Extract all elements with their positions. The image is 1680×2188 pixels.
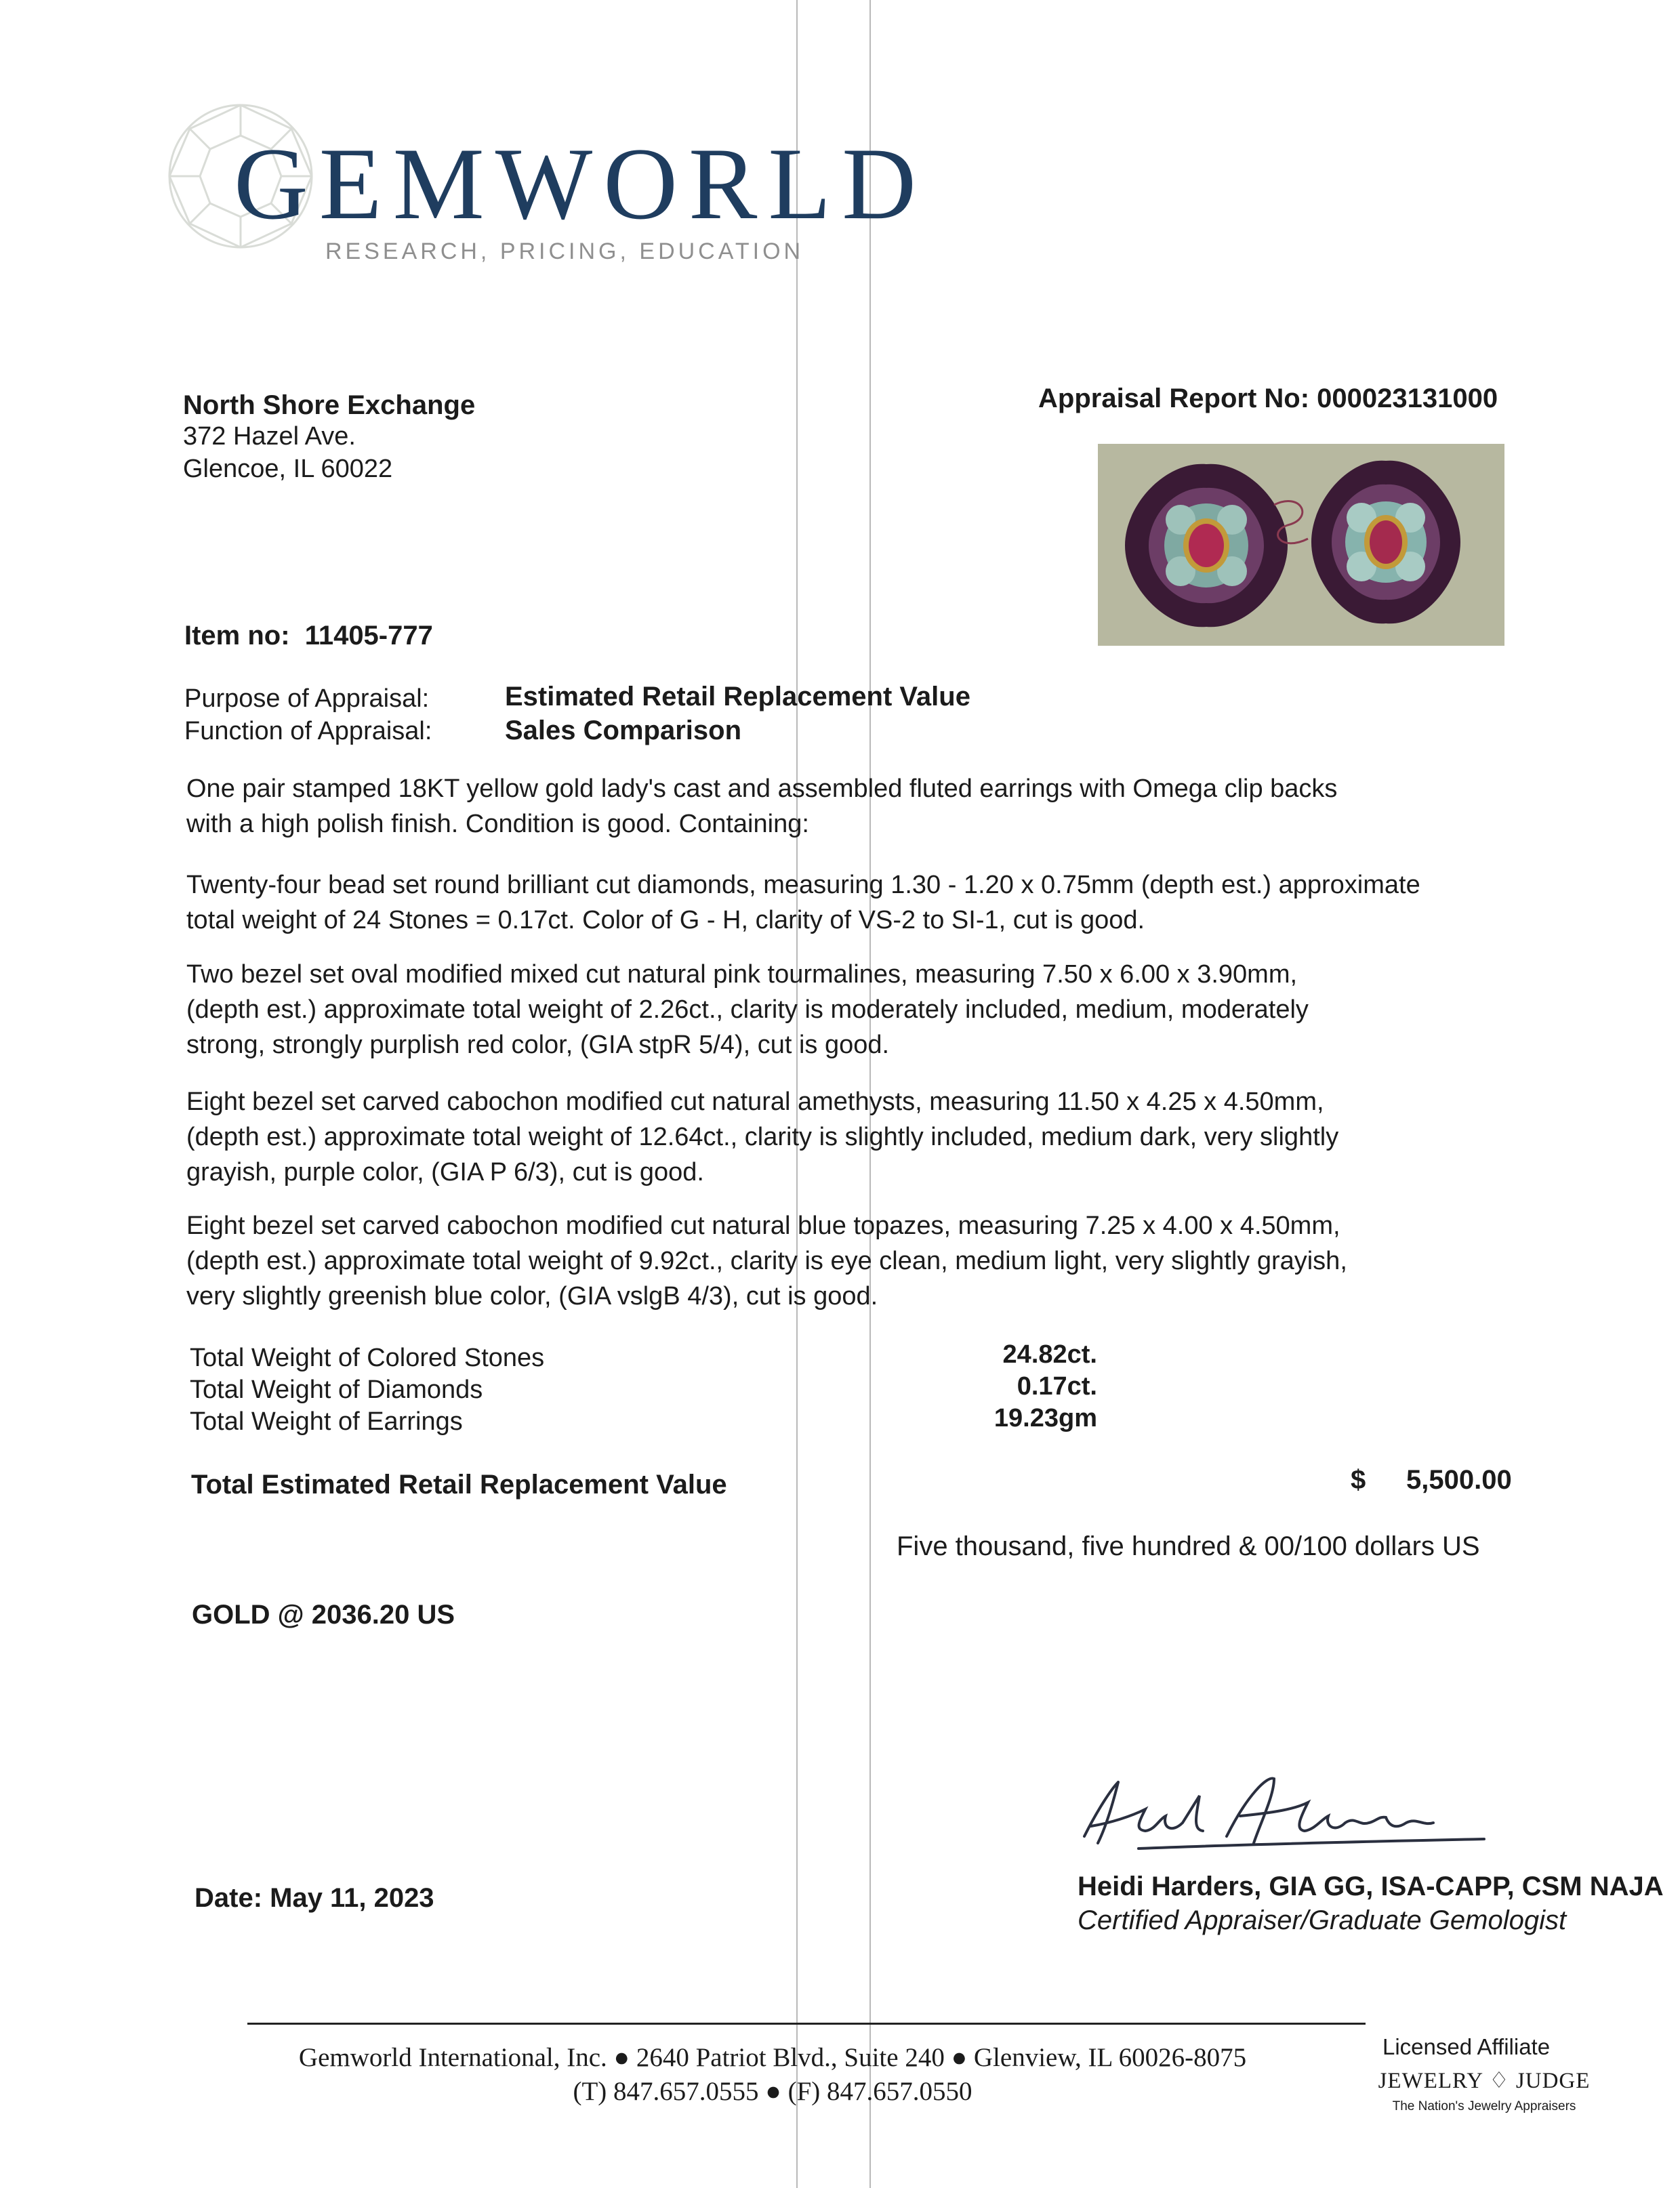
signer-name: Heidi Harders, GIA GG, ISA-CAPP, CSM NAJA <box>1078 1872 1664 1901</box>
item-value: 11405-777 <box>304 621 433 651</box>
description-diamonds: Twenty-four bead set round brilliant cut diamonds, measuring 1.30 - 1.20 x 0.75mm (depth est.) approximate total weight of 24 Stones = 0.17ct. Color of G - H, clarity of VS-2 to SI-1, cut is good. <box>186 871 1420 934</box>
footer-phone: (T) 847.657.0555 ● (F) 847.657.0550 <box>573 2077 972 2106</box>
signer-title: Certified Appraiser/Graduate Gemologist <box>1078 1905 1567 1935</box>
appraisal-date: Date: May 11, 2023 <box>194 1883 434 1913</box>
earrings-photo <box>1098 444 1504 646</box>
footer-divider <box>247 2023 1366 2025</box>
value-currency: $ <box>1351 1465 1366 1495</box>
total-earrings-label: Total Weight of Earrings <box>190 1407 463 1436</box>
report-label: Appraisal Report No: <box>1038 384 1310 413</box>
total-diamonds-label: Total Weight of Diamonds <box>190 1376 483 1404</box>
gold-price: GOLD @ 2036.20 US <box>192 1600 455 1630</box>
client-address-line1: 372 Hazel Ave. <box>183 422 356 451</box>
total-diamonds-value: 0.17ct. <box>1017 1372 1097 1401</box>
affiliate-logo: JEWELRY ♢ JUDGE <box>1378 2069 1591 2093</box>
affiliate-tagline: The Nation's Jewelry Appraisers <box>1392 2099 1576 2113</box>
report-number <box>1038 381 1498 416</box>
description-topazes: Eight bezel set carved cabochon modified cut natural blue topazes, measuring 7.25 x 4.00 x 4.50mm, (depth est.) approximate total weight of 9.92ct., clarity is eye clean, medium light, very slightly grayish, very slightly greenish blue color, (GIA vslgB 4/3), cut is good. <box>186 1212 1347 1310</box>
description-intro: One pair stamped 18KT yellow gold lady's cast and assembled fluted earrings with Omega clip backs with a high polish finish. Condition is good. Containing: <box>186 775 1338 838</box>
footer-address: Gemworld International, Inc. ● 2640 Patriot Blvd., Suite 240 ● Glenview, IL 60026-8075 <box>298 2043 1247 2072</box>
total-earrings-value: 19.23gm <box>993 1404 1097 1432</box>
client-address-line2: Glencoe, IL 60022 <box>183 455 393 483</box>
description-amethysts: Eight bezel set carved cabochon modified cut natural amethysts, measuring 11.50 x 4.25 x 4.50mm, (depth est.) approximate total weight of 12.64ct., clarity is slightly included, medium dark, very slightly grayish, purple color, (GIA P 6/3), cut is good. <box>186 1088 1339 1186</box>
value-in-words: Five thousand, five hundred & 00/100 dollars US <box>897 1531 1480 1561</box>
total-colored-label: Total Weight of Colored Stones <box>190 1344 545 1372</box>
handwritten-signature <box>1071 1769 1518 1857</box>
logo-wordmark: GEMWORLD <box>234 127 928 241</box>
value-label: Total Estimated Retail Replacement Value <box>191 1470 727 1500</box>
client-name: North Shore Exchange <box>183 390 476 420</box>
purpose-value: Estimated Retail Replacement Value <box>505 682 970 711</box>
item-number <box>184 618 433 653</box>
total-colored-value: 24.82ct. <box>1002 1340 1097 1369</box>
value-amount: 5,500.00 <box>1406 1465 1512 1495</box>
logo-tagline: RESEARCH, PRICING, EDUCATION <box>325 239 804 264</box>
purpose-label: Purpose of Appraisal: <box>184 684 430 713</box>
description-tourmalines: Two bezel set oval modified mixed cut natural pink tourmalines, measuring 7.50 x 6.00 x 3.90mm, (depth est.) approximate total weight of 2.26ct., clarity is moderately included, medium, moderately strong, strongly purplish red color, (GIA stpR 5/4), cut is good. <box>186 960 1309 1059</box>
report-value: 000023131000 <box>1317 384 1498 413</box>
affiliate-label: Licensed Affiliate <box>1382 2034 1551 2059</box>
function-value: Sales Comparison <box>505 716 742 745</box>
function-label: Function of Appraisal: <box>184 717 432 745</box>
item-label: Item no: <box>184 621 290 651</box>
